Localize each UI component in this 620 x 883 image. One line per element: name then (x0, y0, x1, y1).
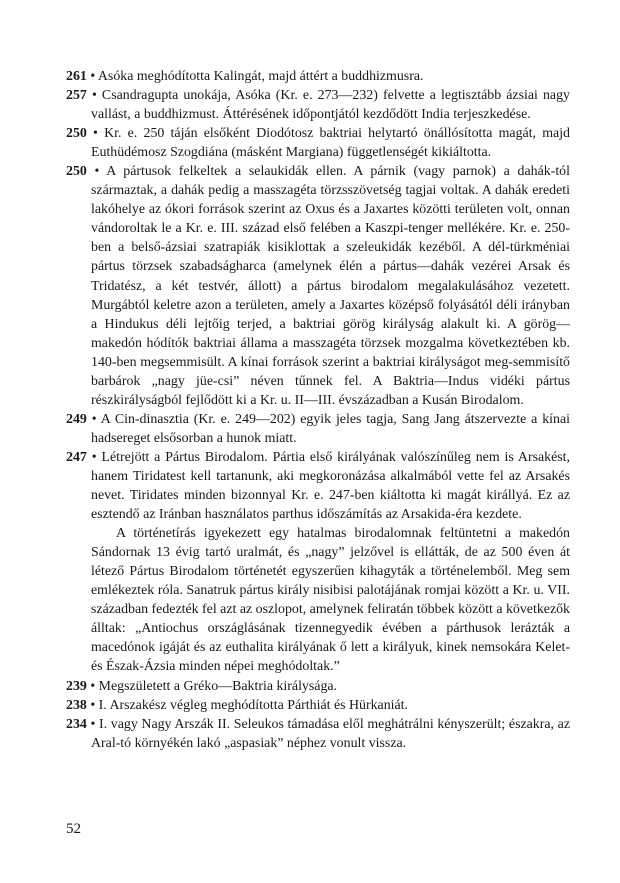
entry-year: 250 (66, 164, 87, 180)
chronology-entry (66, 410, 570, 448)
entry-text: • A pártusok felkeltek a selaukidák ellen. A párnik (vagy parnok) a dahák-tól származtak, a dahák pedig a masszagéta törzsszövetség tagjai voltak. A dahák eredeti lakóhelye az ókori források szerint az Oxus és a Jaxartes közötti területen volt, onnan vándoroltak le a Kr. e. III. század első felében a Kaszpi-tenger mellékére. Kr. e. 250-ben a belső-ázsiai szatrapiák kisiklottak a szeleukidák kezéből. A dél-türkméniai pártus törzsek szabadságharca (amelynek élén a pártus—dahák vezérei Arsak és Tridatész, a két testvér, állott) a pártus birodalom megalakulásához vezetett. Murgábtól keletre azon a területen, amely a Jaxartes középső folyásától déli irányban a Hindukus déli lejtőig terjed, a baktriai görög királyság alakult ki. A görög—makedón hódítók baktriai állama a masszagéta törzsek mozgalma következtében kb. 140-ben megsemmisült. A kínai források szerint a baktriai királyságot meg-semmisítő barbárok „nagy jüe-csi” néven tűnnek fel. A Baktria—Indus vidéki pártus részkirályságból fejlődött ki a Kr. u. II—III. évszázadban a Kusán Birodalom. (86, 164, 570, 408)
page-number: 52 (66, 821, 81, 837)
entry-year: 257 (66, 88, 87, 104)
entry-text: • Létrejött a Pártus Birodalom. Pártia első királyának valószínűleg nem is Arsakést, hanem Tiridatest kell tartanunk, aki megkoronázása alkalmából vette fel az Arsakés nevet. Tiridates minden bizonnyal Kr. e. 247-ben kiáltotta ki magát királlyá. Ez az esztendő az Iránban használatos parthus időszámítás az Arsakida-éra kezdete. (86, 449, 570, 523)
chronology-entry (66, 696, 570, 715)
chronology-entry (66, 715, 570, 753)
entry-text: • I. vagy Nagy Arszák II. Seleukos támadása elől meghátrálni kényszerült; északra, az Aral-tó környékén lakó „aspasiak” néphez vonult vissza. (86, 716, 570, 751)
entry-year: 238 (66, 697, 87, 713)
entry-year: 234 (66, 716, 87, 732)
entry-text: • Csandragupta unokája, Asóka (Kr. e. 273—232) felvette a legtisztább ázsiai nagy vallást, a buddhizmust. Áttérésének időpontjától kezdődött India terjeszkedése. (86, 88, 570, 123)
chronology-entry (66, 677, 570, 696)
entry-year: 261 (66, 69, 87, 84)
body-paragraph: A történetírás igyekezett egy hatalmas birodalomnak feltüntetni a makedón Sándornak 13 évig tartó uralmát, és „nagy” jelzővel is ellátták, de az 500 éven át létező Pártus Birodalom történetét egyszerűen kihagyták a történelemből. Meg sem emlékeztek róla. Sanatruk pártus király nisibisi palotájának romjai között a Kr. u. VII. században fedezték fel azt az oszlopot, amelynek feliratán többek között a következők álltak: „Antiochus országlásának tizennegyedik évében a párthusok lerázták a macedónok igáját és az euthalita királyának ő lett a királyuk, kinek nemsokára Kelet- és Észak-Ázsia minden népei meghódoltak.” (91, 526, 571, 675)
entry-year: 250 (66, 126, 87, 142)
chronology-entry (66, 124, 570, 162)
entry-year: 249 (66, 411, 87, 427)
entry-text: • A Cin-dinasztia (Kr. e. 249—202) egyik jeles tagja, Sang Jang átszervezte a kínai hadsereget elsősorban a hunok miatt. (86, 411, 570, 446)
chronology-entry (66, 86, 570, 124)
chronology-entry (66, 448, 570, 524)
chronology-text (66, 67, 570, 753)
entry-year: 247 (66, 449, 87, 465)
entry-text: • Asóka meghódította Kalingát, majd áttért a buddhizmusra. (86, 69, 424, 84)
chronology-entry (66, 67, 570, 86)
entry-text: • Kr. e. 250 táján elsőként Diodótosz baktriai helytartó önállósította magát, majd Euthüdémosz Szogdiána (másként Margiana) függetlenségét kikiáltotta. (86, 126, 570, 161)
entry-year: 239 (66, 678, 87, 694)
entry-text: • I. Arszakész végleg meghódította Párthiát és Hürkaniát. (86, 697, 409, 713)
entry-text: • Megszületett a Gréko—Baktria királysága. (86, 678, 338, 694)
chronology-entry (66, 162, 570, 410)
